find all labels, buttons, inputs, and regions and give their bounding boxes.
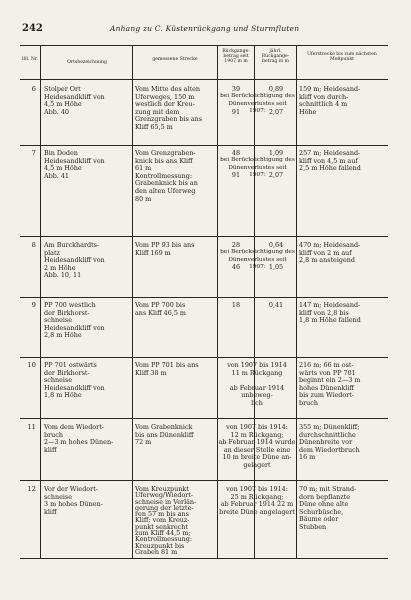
cell-line: Dünenverlustes seit 1907: xyxy=(228,164,287,179)
location-cell xyxy=(44,302,131,340)
cell-line: gerung der letzte- xyxy=(135,503,194,512)
cell-line: kliff von durch- xyxy=(299,92,349,101)
row-separator xyxy=(20,236,388,237)
cell-line: 80 m xyxy=(135,194,152,203)
cell-line: ab Februar 1914 wurde xyxy=(218,438,296,447)
cell-line: breite Düne angelagert xyxy=(219,507,295,516)
cell-line: kliff von 2 m auf xyxy=(299,248,352,257)
cell-line: ab Februar 1914 22 m xyxy=(220,500,294,509)
cell-line: bei Berücksichtigung des xyxy=(220,93,295,99)
cell-line: Grenzgraben bis ans xyxy=(135,115,203,124)
cell-line: 2,5 m Höhe fallend xyxy=(299,164,361,173)
cell-line: 2—3 m hohes Dünen- xyxy=(44,438,114,447)
cell-line: ans Kliff 46,5 m xyxy=(135,308,186,317)
cell-line: Kreuzpunkt bis xyxy=(135,541,185,550)
row-separator xyxy=(20,480,388,481)
row-separator xyxy=(20,145,388,146)
retreat-annual: 0,41 xyxy=(268,301,284,309)
cell-line: 12 m Rückgang; xyxy=(230,430,284,439)
cell-line: Bin Doden xyxy=(44,149,78,157)
cell-line: Stubben xyxy=(299,522,327,531)
cell-line: platz xyxy=(44,248,60,257)
cell-line: bruch xyxy=(44,430,63,439)
running-title: Anhang zu C. Küstenrückgang und Sturmfluten xyxy=(110,24,300,33)
retreat-total-adjusted: 46 xyxy=(231,263,241,271)
cell-line: Vom PP 700 bis xyxy=(135,301,186,309)
cell-line: 3 m hohes Dünen- xyxy=(44,500,103,509)
row-number: 7 xyxy=(31,149,36,157)
cell-line: bei Berücksichtigung des xyxy=(220,249,295,255)
cell-line: Uferweg/Wiedort- xyxy=(135,491,194,500)
cell-line: Kliff 38 m xyxy=(135,368,167,377)
location-cell xyxy=(44,242,131,280)
cell-line: Graben 81 m xyxy=(135,547,178,556)
row-number: 10 xyxy=(27,361,36,369)
cell-line: Dünenbreite vor xyxy=(299,438,353,447)
cell-line: Vom PP 93 bis ans xyxy=(135,241,195,249)
cell-line: 216 m; 66 m ost- xyxy=(299,361,354,369)
cell-line: von 1907 bis 1914: xyxy=(226,423,288,431)
cell-line: Vom PP 701 bis ans xyxy=(135,361,199,369)
retreat-annual-adjusted: 2,07 xyxy=(268,171,284,179)
retreat-annual-adjusted: 2,07 xyxy=(268,108,284,116)
shore-cell xyxy=(299,302,387,325)
cell-line: PP 701 ostwärts xyxy=(44,361,97,369)
row-number: 9 xyxy=(31,301,36,309)
cell-line: Schurbüsche, xyxy=(299,507,344,516)
cell-line: kliff von 4,5 m auf xyxy=(299,156,358,165)
cell-line: 1,8 m Höhe fallend xyxy=(299,316,361,325)
cell-line: Stolper Ort xyxy=(44,85,81,93)
cell-line: hohes Dünenkliff xyxy=(299,383,354,392)
retreat-total-adjusted: 91 xyxy=(231,108,241,116)
cell-line: an dieser Stelle eine xyxy=(223,445,291,454)
cell-line: Uferweges, 150 m xyxy=(135,92,195,101)
retreat-note xyxy=(218,424,296,470)
cell-line: Heidesandkliff von xyxy=(44,383,105,392)
cell-line: gelagert xyxy=(243,460,271,469)
distance-cell xyxy=(135,302,215,317)
row-number: 6 xyxy=(31,85,36,93)
cell-line: Vor der Wiedort- xyxy=(44,485,98,493)
cell-line: schneise xyxy=(44,492,72,501)
cell-line: Höhe xyxy=(299,107,317,116)
cell-line: 2 m Höhe xyxy=(44,263,76,272)
col-divider xyxy=(254,45,255,558)
retreat-annual: 1,09 xyxy=(268,149,284,157)
cell-line: 10 m breite Düne an- xyxy=(222,453,292,462)
cell-line: 4,5 m Höhe xyxy=(44,164,82,173)
cell-line: westlich der Kreu- xyxy=(135,100,195,109)
cell-line: Kliff 169 m xyxy=(135,248,171,257)
retreat-total: 18 xyxy=(231,301,241,309)
cell-line: Grabenknick bis an xyxy=(135,179,198,188)
cell-line: 1,8 m Höhe xyxy=(44,391,82,400)
cell-line: Kontrollmessung: xyxy=(135,171,193,180)
location-cell xyxy=(44,86,131,116)
cell-line: beginnt ein 2—3 m xyxy=(299,376,361,385)
retreat-total: 39 xyxy=(231,85,241,93)
cell-line: Bäume oder xyxy=(299,515,339,524)
cell-line: schneise in Verlän- xyxy=(135,497,197,506)
col-divider xyxy=(296,45,297,558)
table-top-rule xyxy=(20,45,388,46)
location-cell xyxy=(44,362,131,400)
distance-cell xyxy=(135,242,215,257)
cell-line: kliff xyxy=(44,445,57,454)
cell-line: schneise xyxy=(44,376,72,385)
table-bottom-rule xyxy=(20,558,388,559)
cell-line: bei Berücksichtigung des xyxy=(220,157,295,163)
shore-cell xyxy=(299,424,387,462)
cell-line: 4,5 m Höhe xyxy=(44,100,82,109)
location-cell xyxy=(44,150,131,180)
cell-line: von 1907 bis 1914 xyxy=(227,361,287,369)
retreat-annual: 0,64 xyxy=(268,241,284,249)
retreat-total: 48 xyxy=(231,149,241,157)
cell-line: 25 m Rückgang; xyxy=(230,492,284,501)
cell-line: ren 57 m bis ans xyxy=(135,510,189,519)
distance-cell xyxy=(135,424,215,447)
cell-line: durchschnittliche xyxy=(299,430,356,439)
cell-line: 2,8 m Höhe xyxy=(44,331,82,340)
page-number: 242 xyxy=(22,23,43,34)
cell-line: Vom Grabenknick xyxy=(135,423,193,431)
cell-line: zum Kliff 44,5 m; xyxy=(135,529,191,538)
cell-line: 257 m; Heidesand- xyxy=(299,149,361,157)
cell-line: den alten Uferweg xyxy=(135,186,196,195)
cell-line: Heidesandkliff von xyxy=(44,256,105,265)
cell-line: ab Februar 1914 unbeweg- xyxy=(229,383,285,400)
header-ort: Ortsbezeichnung xyxy=(67,60,107,65)
row-number: 12 xyxy=(27,485,36,493)
cell-line: Am Burckhardts- xyxy=(44,241,100,249)
cell-line: dem Wiedortbruch xyxy=(299,445,360,454)
retreat-note xyxy=(218,362,296,408)
cell-line: 147 m; Heidesand- xyxy=(299,301,361,309)
cell-line: 11 m Rückgang xyxy=(231,368,283,377)
location-cell xyxy=(44,486,131,516)
col-divider xyxy=(40,45,41,558)
location-cell xyxy=(44,424,131,454)
cell-line: bruch xyxy=(299,398,318,407)
cell-line: Vom Kreuzpunkt xyxy=(135,485,189,493)
cell-line: punkt senkrecht xyxy=(135,522,188,531)
row-separator xyxy=(20,357,388,358)
shore-cell xyxy=(299,86,387,116)
cell-line: Vom dem Wiedort- xyxy=(44,423,104,431)
cell-line: wärts von PP 701 xyxy=(299,368,356,377)
distance-cell xyxy=(135,362,215,377)
shore-cell xyxy=(299,150,387,173)
header-strecke: gemessene Strecke xyxy=(152,57,198,62)
cell-line: Abb. 40 xyxy=(44,107,69,116)
cell-line: von 1907 bis 1914: xyxy=(226,485,288,493)
header-rueckgang-gesamt: Rückgange-betrag seit 1907 in m xyxy=(222,49,250,65)
cell-line: Kontrollmessung: xyxy=(135,535,193,544)
retreat-total-adjusted: 91 xyxy=(231,171,241,179)
cell-line: Vom Mitte des alten xyxy=(135,85,201,93)
cell-line: bis ans Dünenkliff xyxy=(135,430,194,439)
retreat-total: 28 xyxy=(231,241,241,249)
row-separator xyxy=(20,297,388,298)
header-rueckgang-jahr: jährl. Rückgange-betrag in m xyxy=(261,49,290,65)
cell-line: schnittlich 4 m xyxy=(299,100,348,109)
retreat-note xyxy=(218,486,296,516)
cell-line: 70 m; mit Strand- xyxy=(299,485,357,493)
header-ufer: Uferstrecke bis zum nächsten Meßpunkt xyxy=(307,52,377,63)
cell-line: Düne ohne alte xyxy=(299,500,349,509)
cell-line: der Birkhorst- xyxy=(44,368,90,377)
distance-cell xyxy=(135,486,215,555)
cell-line: 470 m; Heidesand- xyxy=(299,241,361,249)
cell-line: Abb. 41 xyxy=(44,171,69,180)
table-header-rule xyxy=(20,79,388,80)
cell-line: Kliff; vom Kreuz- xyxy=(135,516,190,525)
retreat-annual: 0,89 xyxy=(268,85,284,93)
cell-line: lich xyxy=(251,398,263,407)
cell-line: 2,8 m ansteigend xyxy=(299,256,355,265)
cell-line: kliff xyxy=(44,507,57,516)
cell-line: 159 m; Heidesand- xyxy=(299,85,361,93)
cell-line: Dünenverlustes seit 1907: xyxy=(228,256,287,271)
shore-cell xyxy=(299,242,387,265)
col-divider xyxy=(132,45,133,558)
distance-cell xyxy=(135,86,215,132)
row-separator xyxy=(20,418,388,419)
cell-line: Dünenverlustes seit 1907: xyxy=(228,100,287,115)
cell-line: zung mit dem xyxy=(135,107,180,116)
cell-line: 355 m; Dünenkliff; xyxy=(299,423,360,431)
cell-line: dorn bepflanzte xyxy=(299,492,351,501)
cell-line: 72 m xyxy=(135,438,152,447)
cell-line: bis zum Wiedort- xyxy=(299,391,355,400)
header-nr: lfd. Nr. xyxy=(21,57,39,62)
cell-line: 61 m xyxy=(135,164,152,173)
cell-line: 16 m xyxy=(299,453,316,462)
row-number: 8 xyxy=(31,241,36,249)
cell-line: PP 700 westlich xyxy=(44,301,96,309)
cell-line: Abb. 10, 11 xyxy=(44,271,82,280)
distance-cell xyxy=(135,150,215,203)
cell-line: Kliff 65,5 m xyxy=(135,122,173,131)
cell-line: der Birkhorst- xyxy=(44,308,90,317)
cell-line: kliff von 2,8 bis xyxy=(299,308,349,317)
cell-line: Heidesandkliff von xyxy=(44,323,105,332)
cell-line: Heidesandkliff von xyxy=(44,156,105,165)
cell-line: Heidesandkliff von xyxy=(44,92,105,101)
retreat-annual-adjusted: 1,05 xyxy=(268,263,284,271)
cell-line: schneise xyxy=(44,316,72,325)
cell-line: knick bis ans Kliff xyxy=(135,156,193,165)
shore-cell xyxy=(299,486,387,532)
shore-cell xyxy=(299,362,387,408)
row-number: 11 xyxy=(27,423,36,431)
cell-line: Vom Grenzgraben- xyxy=(135,149,196,157)
